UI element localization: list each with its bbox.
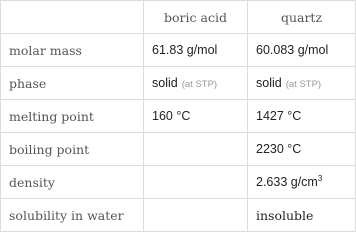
table-row-melting-point <box>1 100 356 133</box>
cell-boric-acid <box>144 199 248 232</box>
table-row-molar-mass <box>1 34 356 67</box>
cell-quartz: insoluble <box>248 199 356 232</box>
cell-quartz <box>248 67 356 100</box>
cell-boric-acid <box>144 133 248 166</box>
phase-note: (at STP) <box>181 79 218 90</box>
column-header-boric-acid: boric acid <box>144 1 248 34</box>
cell-quartz <box>248 166 356 199</box>
cell-boric-acid: 61.83 g/mol <box>144 34 248 67</box>
density-exponent: 3 <box>317 173 323 183</box>
table-row-phase <box>1 67 356 100</box>
row-label: boiling point <box>1 133 144 166</box>
phase-value: solid <box>152 76 178 90</box>
cell-quartz: 1427 °C <box>248 100 356 133</box>
phase-value: solid <box>256 76 282 90</box>
row-label: solubility in water <box>1 199 144 232</box>
corner-cell <box>1 1 144 34</box>
row-label: phase <box>1 67 144 100</box>
table-row-solubility <box>1 199 356 232</box>
cell-quartz: 2230 °C <box>248 133 356 166</box>
phase-note: (at STP) <box>285 79 322 90</box>
density-value: 2.633 g/cm <box>256 175 318 189</box>
row-label: melting point <box>1 100 144 133</box>
cell-boric-acid: 160 °C <box>144 100 248 133</box>
header-row <box>1 1 356 34</box>
row-label: molar mass <box>1 34 144 67</box>
cell-boric-acid <box>144 67 248 100</box>
cell-boric-acid <box>144 166 248 199</box>
table-row-boiling-point <box>1 133 356 166</box>
cell-quartz: 60.083 g/mol <box>248 34 356 67</box>
table-row-density <box>1 166 356 199</box>
column-header-quartz: quartz <box>248 1 356 34</box>
row-label: density <box>1 166 144 199</box>
